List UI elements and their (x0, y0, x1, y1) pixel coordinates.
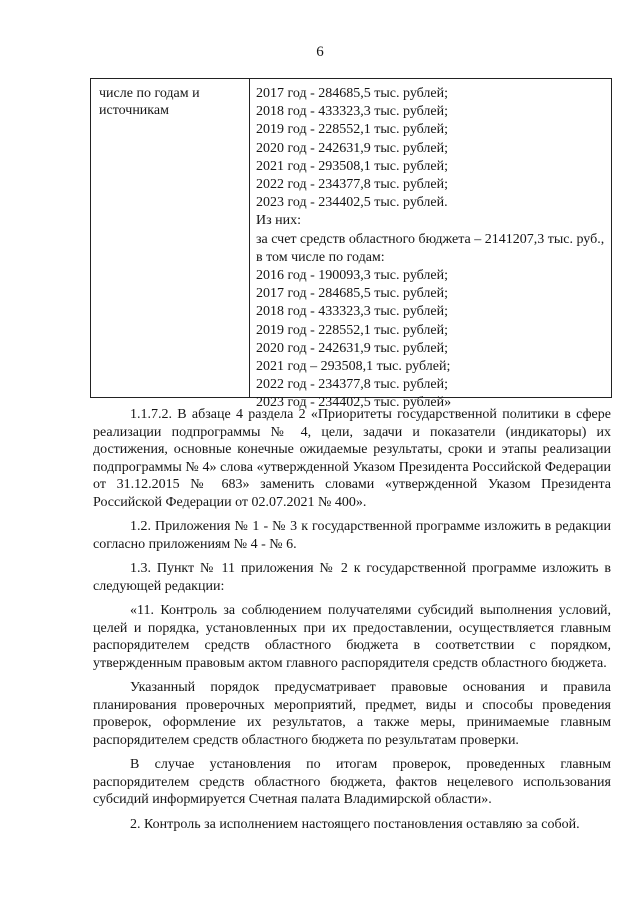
funding-line: 2020 год - 242631,9 тыс. рублей; (256, 140, 449, 156)
table-content-cell (256, 85, 608, 413)
paragraph-item-11: «11. Контроль за соблюдением получателями субсидий выполнения условий, целей и порядка, установленных при их предоставлении, осуществляется главным распорядителем средств областного бюджета в соответствии с порядком, утвержденным правовым актом главного распорядителя средств областного бюджета. (93, 603, 611, 671)
table-column-divider (249, 79, 250, 397)
funding-line: 2020 год - 242631,9 тыс. рублей; (256, 340, 449, 356)
funding-line: 2018 год - 433323,3 тыс. рублей; (256, 104, 449, 120)
funding-subheading: Из них: (256, 213, 302, 229)
paragraph-1-3: 1.3. Пункт № 11 приложения № 2 к государственной программе изложить в следующей редакции: (93, 561, 611, 594)
funding-line: 2019 год - 228552,1 тыс. рублей; (256, 322, 449, 338)
paragraph-2: 2. Контроль за исполнением настоящего постановления оставляю за собой. (130, 816, 580, 832)
funding-line: 2022 год - 234377,8 тыс. рублей; (256, 377, 449, 393)
funding-line: 2021 год – 293508,1 тыс. рублей; (256, 359, 451, 375)
paragraph-1-2: 1.2. Приложения № 1 - № 3 к государственной программе изложить в редакции согласно приложениям № 4 - № 6. (93, 519, 611, 552)
page-number: 6 (316, 44, 324, 60)
funding-line: 2018 год - 433323,3 тыс. рублей; (256, 304, 449, 320)
funding-line: 2017 год - 284685,5 тыс. рублей; (256, 286, 449, 302)
funding-line: 2016 год - 190093,3 тыс. рублей; (256, 268, 449, 284)
funding-line: 2023 год - 234402,5 тыс. рублей. (256, 195, 448, 211)
table-label-cell: числе по годам и источникам (99, 86, 200, 118)
funding-line: 2023 год - 234402,5 тыс. рублей» (256, 395, 452, 411)
regional-budget-total: за счет средств областного бюджета – 2141207,3 тыс. руб., в том числе по годам: (256, 231, 605, 265)
funding-table (90, 78, 612, 411)
funding-line: 2017 год - 284685,5 тыс. рублей; (256, 86, 449, 101)
paragraph-1-1-7-2: 1.1.7.2. В абзаце 4 раздела 2 «Приоритеты государственной политики в сфере реализации подпрограммы № 4, цели, задачи и показатели (индикаторы) их достижения, основные конечные ожидаемые результаты, сроки и этапы реализации подпрограммы № 4» слова «утвержденной Указом Президента Российской Федерации от 31.12.2015 № 683» заменить словами «утвержденной Указом Президента Российской Федерации от 02.07.2021 № 400». (93, 407, 611, 510)
funding-line: 2022 год - 234377,8 тыс. рублей; (256, 177, 449, 193)
paragraph-procedure: Указанный порядок предусматривает правовые основания и правила планирования проверочных мероприятий, предмет, виды и способы проведения проверок, оформление их результатов, а также меры, принимаемые главным распорядителем средств областного бюджета по результатам проверки. (93, 680, 611, 748)
funding-line: 2021 год - 293508,1 тыс. рублей; (256, 158, 449, 174)
funding-line: 2019 год - 228552,1 тыс. рублей; (256, 122, 449, 138)
document-body (93, 406, 611, 840)
paragraph-audit-chamber: В случае установления по итогам проверок, проведенных главным распорядителем средств областного бюджета, фактов нецелевого использования субсидий информируется Счетная палата Владимирской области». (93, 757, 611, 807)
